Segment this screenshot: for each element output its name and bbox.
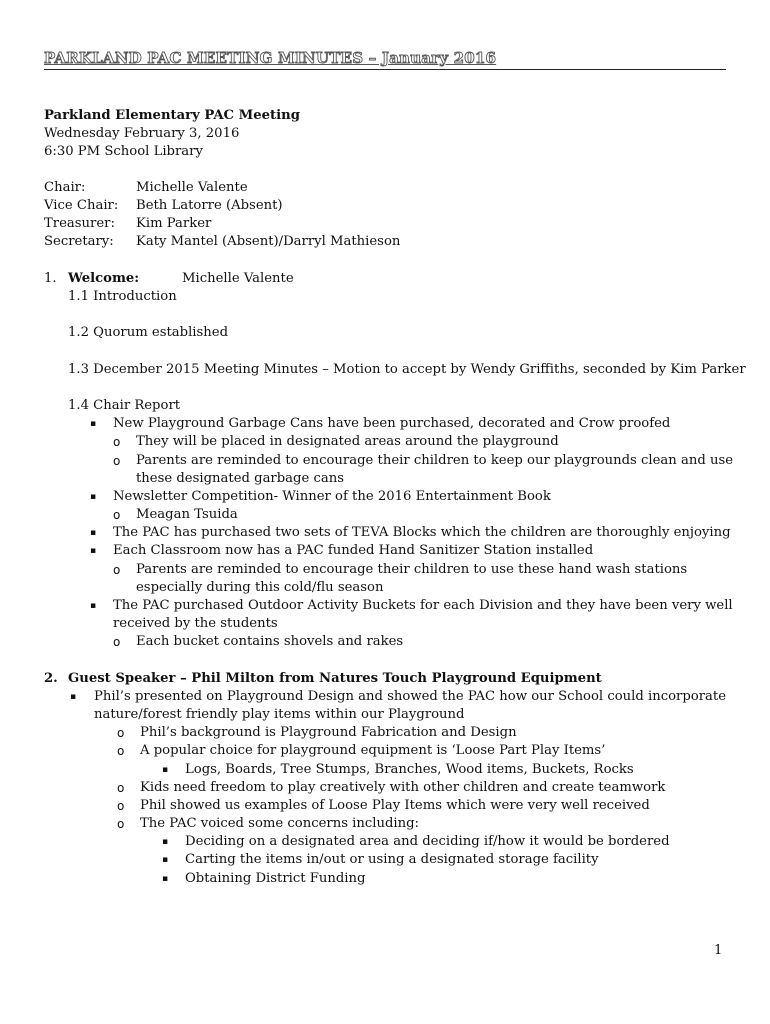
circle-bullet-icon: o (113, 635, 121, 649)
circle-bullet-icon: o (117, 781, 125, 795)
list-item-continuation: received by the students (113, 616, 278, 631)
list-item: The PAC voiced some concerns including: (140, 816, 420, 831)
square-bullet-icon: ▪ (90, 492, 97, 502)
square-bullet-icon: ▪ (70, 692, 77, 702)
list-item: Each Classroom now has a PAC funded Hand Sanitizer Station installed (113, 543, 594, 558)
meeting-title: Parkland Elementary PAC Meeting (44, 108, 300, 123)
list-item: Meagan Tsuida (136, 507, 238, 522)
page-number: 1 (714, 943, 723, 958)
section-heading: Guest Speaker – Phil Milton from Natures Touch Playground Equipment (68, 671, 602, 686)
square-bullet-icon: ▪ (90, 528, 97, 538)
section-number: 2. (44, 671, 58, 686)
meeting-date: Wednesday February 3, 2016 (44, 126, 240, 141)
officer-name: Kim Parker (136, 216, 212, 231)
section-lead: Michelle Valente (182, 271, 294, 286)
list-item: A popular choice for playground equipment is ‘Loose Part Play Items’ (140, 743, 606, 758)
circle-bullet-icon: o (117, 799, 125, 813)
list-item: Carting the items in/out or using a designated storage facility (185, 852, 599, 867)
subsection-introduction: 1.1 Introduction (68, 289, 177, 304)
officer-name: Beth Latorre (Absent) (136, 198, 283, 213)
list-item-continuation: nature/forest friendly play items within our Playground (94, 707, 465, 722)
officer-role: Chair: (44, 180, 86, 195)
square-bullet-icon: ▪ (162, 874, 169, 884)
list-item-continuation: these designated garbage cans (136, 471, 344, 486)
section-number: 1. (44, 271, 57, 286)
list-item: Parents are reminded to encourage their children to use these hand wash stations (136, 562, 688, 577)
square-bullet-icon: ▪ (90, 419, 97, 429)
list-item: The PAC has purchased two sets of TEVA Blocks which the children are thoroughly enjoying (113, 525, 731, 540)
officer-role: Treasurer: (44, 216, 115, 231)
page-header-title: PARKLAND PAC MEETING MINUTES – January 2016 (44, 49, 497, 67)
list-item: Obtaining District Funding (185, 871, 366, 886)
subsection-chair-report: 1.4 Chair Report (68, 398, 181, 413)
officer-role: Secretary: (44, 234, 114, 249)
list-item: Phil’s background is Playground Fabrication and Design (140, 725, 517, 740)
circle-bullet-icon: o (113, 508, 121, 522)
list-item: Phil’s presented on Playground Design and showed the PAC how our School could incorporate (94, 689, 727, 704)
list-item: Phil showed us examples of Loose Play Items which were very well received (140, 798, 650, 813)
circle-bullet-icon: o (113, 563, 121, 577)
officer-name: Katy Mantel (Absent)/Darryl Mathieson (136, 234, 401, 249)
circle-bullet-icon: o (117, 817, 125, 831)
circle-bullet-icon: o (113, 454, 121, 468)
list-item: The PAC purchased Outdoor Activity Buckets for each Division and they have been very well (113, 598, 733, 613)
square-bullet-icon: ▪ (90, 601, 97, 611)
circle-bullet-icon: o (117, 726, 125, 740)
list-item: Parents are reminded to encourage their children to keep our playgrounds clean and use (136, 453, 734, 468)
square-bullet-icon: ▪ (90, 546, 97, 556)
list-item: New Playground Garbage Cans have been purchased, decorated and Crow proofed (113, 416, 671, 431)
list-item: Deciding on a designated area and deciding if/how it would be bordered (185, 834, 670, 849)
square-bullet-icon: ▪ (162, 765, 169, 775)
section-heading: Welcome: (68, 271, 140, 286)
list-item: They will be placed in designated areas around the playground (136, 434, 559, 449)
subsection-minutes: 1.3 December 2015 Meeting Minutes – Motion to accept by Wendy Griffiths, seconded by Kim Parker (68, 362, 746, 377)
page-header (44, 49, 726, 70)
square-bullet-icon: ▪ (162, 855, 169, 865)
list-item: Logs, Boards, Tree Stumps, Branches, Wood items, Buckets, Rocks (185, 762, 634, 777)
list-item: Kids need freedom to play creatively with other children and create teamwork (140, 780, 666, 795)
circle-bullet-icon: o (113, 435, 121, 449)
list-item: Newsletter Competition- Winner of the 2016 Entertainment Book (113, 489, 551, 504)
subsection-quorum: 1.2 Quorum established (68, 325, 229, 340)
circle-bullet-icon: o (117, 744, 125, 758)
list-item-continuation: especially during this cold/flu season (136, 580, 384, 595)
officer-name: Michelle Valente (136, 180, 248, 195)
officer-role: Vice Chair: (44, 198, 119, 213)
square-bullet-icon: ▪ (162, 837, 169, 847)
meeting-time-place: 6:30 PM School Library (44, 144, 203, 159)
list-item: Each bucket contains shovels and rakes (136, 634, 404, 649)
